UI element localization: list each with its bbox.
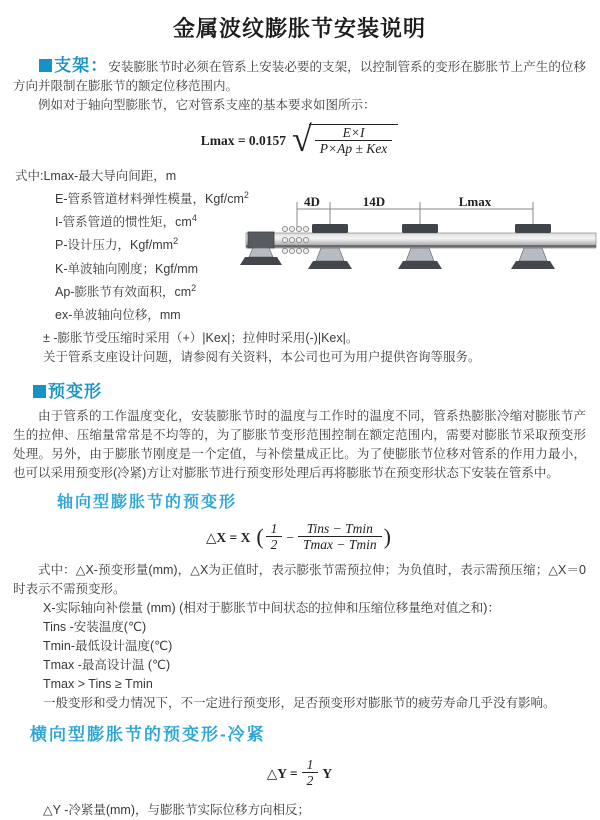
lateral-half-numerator: 1 xyxy=(306,757,314,773)
half-denominator: 2 xyxy=(266,536,283,553)
axial-var-line: Tmax > Tins ≥ Tmin xyxy=(43,677,153,692)
lateral-subheading: 横向型膨胀节的预变形-冷紧 xyxy=(30,725,266,745)
close-paren: ) xyxy=(383,524,391,550)
half-numerator: 1 xyxy=(270,521,278,537)
definition-line: 式中:Lmax-最大导向间距，m xyxy=(15,169,177,184)
preform-section-heading: 预变形 xyxy=(33,381,586,403)
open-paren: ( xyxy=(256,524,264,550)
page-title: 金属波纹膨胀节安装说明 xyxy=(172,16,426,41)
definition-line: I-管系管道的惯性矩，$cm^4$ xyxy=(55,213,197,230)
definition-line: Ap-膨胀节有效面积，$cm^2$ xyxy=(55,282,197,299)
lmax-formula-prefix: Lmax = 0.0157 xyxy=(200,132,287,148)
support-note: 关于管系支座设计问题，请参阅有关资料，本公司也可为用户提供咨询等服务。 xyxy=(43,350,481,365)
support-intro-text: 安装膨胀节时必须在管系上安装必要的支架，以控制管系的变形在膨胀节上产生的位移方向并限制在膨胀节的额定位移范围内。 xyxy=(13,60,586,93)
lateral-formula-rhs: Y xyxy=(322,765,333,781)
support-example-line: 例如对于轴向型膨胀节，它对管系支座的基本要求如图所示： xyxy=(38,98,376,112)
axial-subheading: 轴向型膨胀节的预变形 xyxy=(57,494,238,512)
axial-var-line: Tmax -最高设计温 (℃) xyxy=(43,658,171,673)
radical-sign-icon: √ xyxy=(292,119,312,159)
axial-formula-lhs: △X = X xyxy=(206,529,251,545)
axial-var-line: Tins -安装温度(℃) xyxy=(43,620,147,635)
dim-label-14d: 14D xyxy=(362,194,386,209)
dim-label-4d: 4D xyxy=(304,194,320,209)
definition-line: P-设计压力，Kgf/$mm^2$ xyxy=(55,236,179,253)
section-marker-icon xyxy=(33,385,46,398)
preform-paragraph: 由于管系的工作温度变化，安装膨胀节时的温度与工作时的温度不同，管系热膨胀冷缩对膨胀节产生的拉伸、压缩量常常是不均等的，为了膨胀节变形范围控制在额定范围内，需要对膨胀节采取预变形处理。另外，由于膨胀节刚度是一个定值，与补偿量成正比。为了使膨胀节位移对管系的作用力最小，也可以采用预变形(冷紧)方让对膨胀节进行预变形处理后再将膨胀节在预变形状态下安装在管系中。 xyxy=(13,409,586,481)
definition-line: E-管系管道材料弹性模量，Kgf/$cm^2$ xyxy=(55,190,249,207)
definition-line: ± -膨胀节受压缩时采用（+）|Kex|；拉伸时采用(-)|Kex|。 xyxy=(43,331,359,346)
temp-numerator: Tins − Tmin xyxy=(306,521,373,537)
lateral-half-denominator: 2 xyxy=(302,772,319,789)
support-section-heading: 支架： xyxy=(54,56,109,75)
axial-var-line: X-实际轴向补偿量 (mm) (相对于膨胀节中间状态的拉伸和压缩位移量绝对值之和)： xyxy=(43,601,500,616)
dim-label-lmax: Lmax xyxy=(458,194,492,209)
lmax-formula-numerator: E×I xyxy=(342,124,365,140)
definition-line: ex-单波轴向位移，mm xyxy=(55,308,181,323)
axial-explain: 式中：△X-预变形量(mm)，△X为正值时，表示膨张节需预拉伸；为负值时，表示需预压缩；△X＝0时表示不需预变形。 xyxy=(13,563,586,597)
axial-note: 一般变形和受力情况下，不一定进行预变形，足否预变形对膨胀节的疲劳寿命几乎没有影响。 xyxy=(43,696,556,711)
lateral-formula xyxy=(13,757,586,789)
axial-formula xyxy=(13,521,586,553)
definition-line: K-单波轴向刚度；Kgf/mm xyxy=(55,261,199,276)
lmax-formula xyxy=(13,119,586,159)
axial-var-line: Tmin-最低设计温度(℃) xyxy=(43,639,173,654)
minus-operator: − xyxy=(286,529,295,545)
lateral-line: △Y -冷紧量(mm)，与膨胀节实际位移方向相反； xyxy=(43,803,311,818)
lmax-formula-denominator: P×Ap ± Kex xyxy=(315,140,393,157)
section-marker-icon xyxy=(39,59,52,72)
lateral-formula-lhs: △Y = xyxy=(266,765,298,781)
sqrt-radical xyxy=(292,119,398,159)
temp-denominator: Tmax − Tmin xyxy=(298,536,382,553)
support-paragraph xyxy=(13,56,586,96)
pipe-support-diagram xyxy=(240,191,598,287)
